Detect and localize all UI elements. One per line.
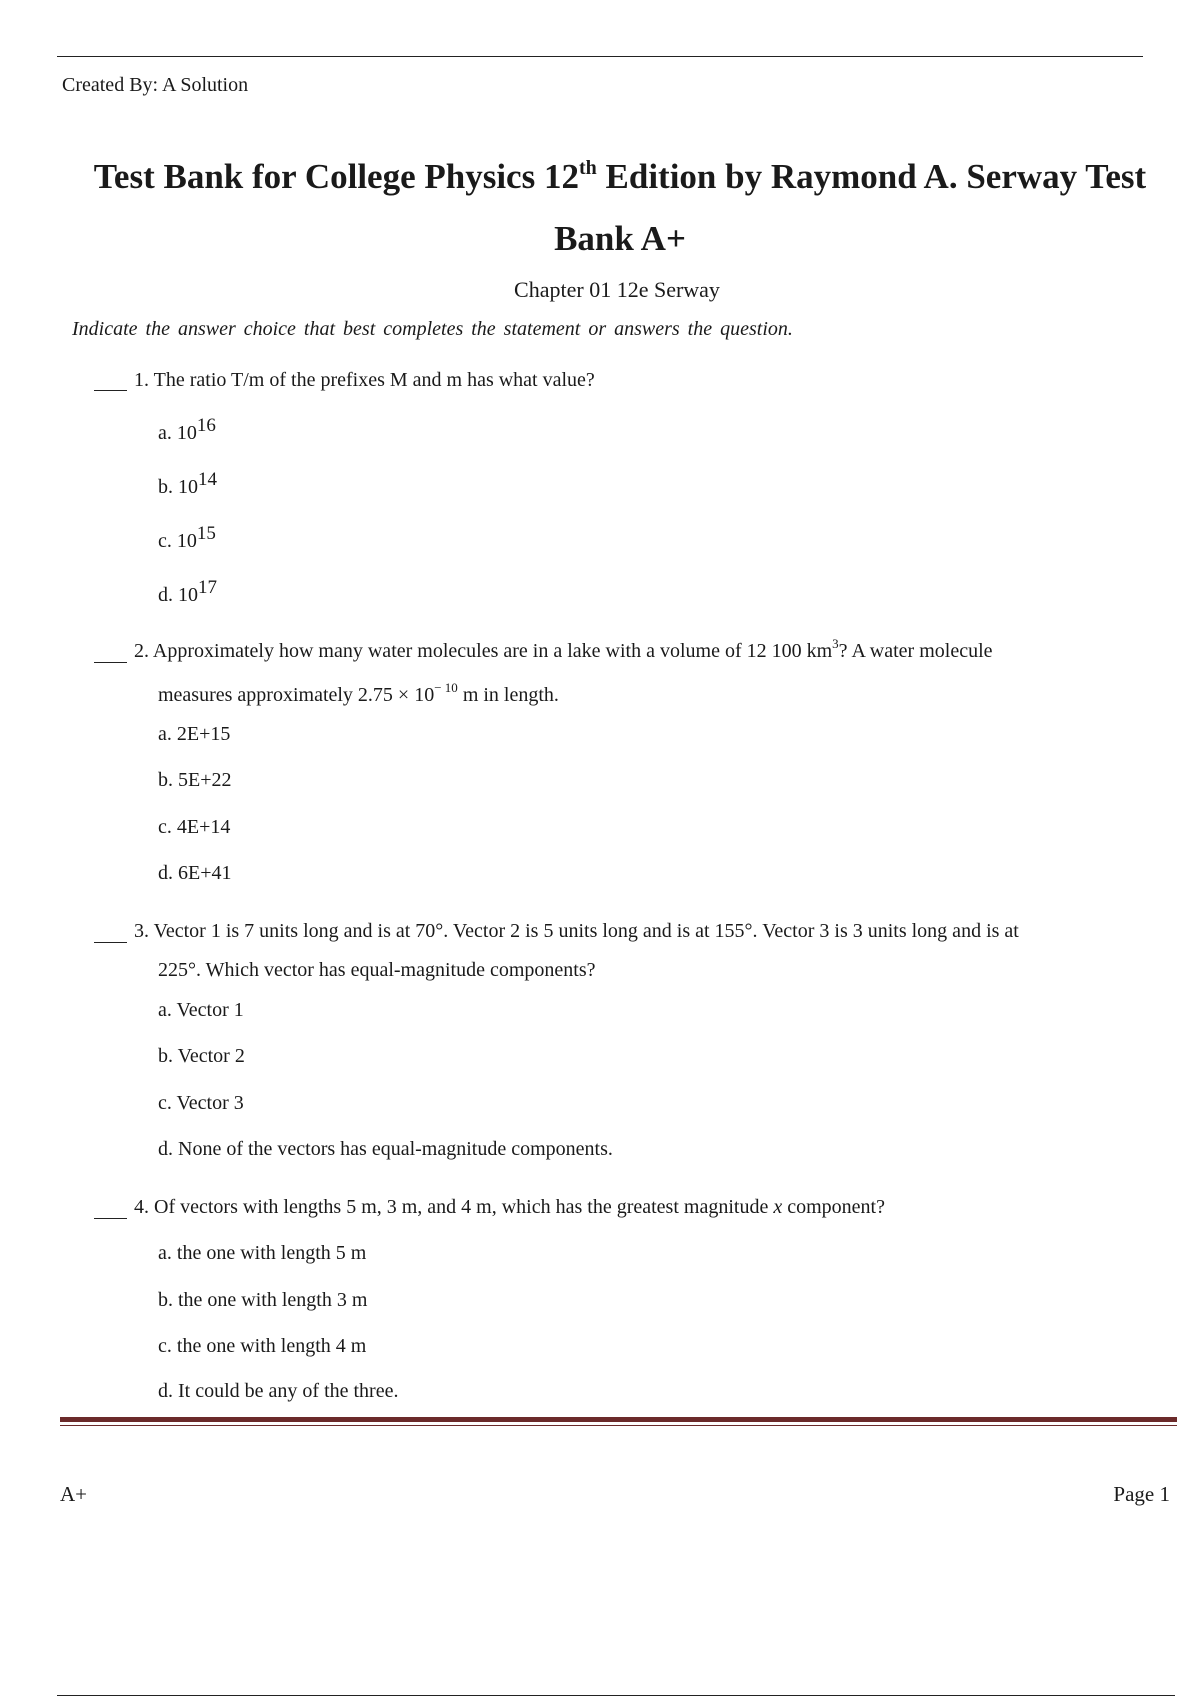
choice-label: a. <box>158 1242 172 1264</box>
chapter-heading: Chapter 01 12e Serway <box>514 277 720 302</box>
choice-label: c. <box>158 816 172 838</box>
choice-text: the one with length 3 m <box>178 1289 368 1311</box>
choice-label: b. <box>158 1045 173 1067</box>
choice-text: 6E+41 <box>178 862 232 884</box>
footer-rule <box>60 1417 1177 1422</box>
choice-b[interactable] <box>158 769 232 792</box>
choice-text: 4E+14 <box>176 816 231 838</box>
choice-text: the one with length 4 m <box>176 1335 367 1357</box>
choice-exponent: 16 <box>196 415 216 436</box>
choice-exponent: 14 <box>198 469 217 490</box>
choice-b[interactable] <box>158 1045 245 1068</box>
instructions: Indicate the answer choice that best completes the statement or answers the question. <box>72 318 793 340</box>
choice-text: 2E+15 <box>176 723 231 745</box>
choice-text: None of the vectors has equal-magnitude components. <box>178 1138 613 1160</box>
header-rule <box>57 56 1143 57</box>
question-text <box>134 369 595 392</box>
choice-label: c. <box>158 530 172 552</box>
choice-label: d. <box>158 1380 173 1402</box>
title-text-line2: Bank A+ <box>554 219 686 258</box>
choice-text: Vector 1 <box>176 999 244 1021</box>
choice-label: d. <box>158 584 173 606</box>
choice-label: a. <box>158 723 172 745</box>
choice-d[interactable] <box>158 1380 398 1403</box>
choice-label: b. <box>158 769 173 791</box>
choice-d[interactable] <box>158 577 217 607</box>
question-text <box>134 920 1019 943</box>
choice-base: 10 <box>178 584 198 606</box>
choice-c[interactable] <box>158 816 230 839</box>
title-text-2: Edition by Raymond A. Serway Test <box>596 157 1147 196</box>
choice-a[interactable] <box>158 415 216 445</box>
created-by: Created By: A Solution <box>62 74 249 96</box>
choice-text: Vector 3 <box>176 1092 244 1114</box>
title-superscript: th <box>578 157 597 179</box>
question-stem-end: ? A water molecule <box>838 640 993 662</box>
choice-a[interactable] <box>158 723 230 746</box>
question-number: 4. <box>134 1196 149 1218</box>
bottom-rule <box>57 1695 1175 1696</box>
choice-b[interactable] <box>158 1289 367 1312</box>
question-number: 2. <box>134 640 149 662</box>
question-number: 1. <box>134 369 149 391</box>
question-continuation: 225°. Which vector has equal-magnitude components? <box>158 959 596 981</box>
choice-label: b. <box>158 476 173 498</box>
answer-blank[interactable] <box>94 662 127 663</box>
question-text <box>134 1196 885 1219</box>
answer-blank[interactable] <box>94 942 127 943</box>
choice-c[interactable] <box>158 1092 244 1115</box>
choice-text: 5E+22 <box>178 769 232 791</box>
choice-d[interactable] <box>158 1138 613 1161</box>
choice-label: b. <box>158 1289 173 1311</box>
question-superscript: − 10 <box>434 680 458 695</box>
choice-exponent: 15 <box>196 523 216 544</box>
question-stem: Approximately how many water molecules are in a lake with a volume of 12 100 km <box>152 640 833 662</box>
choice-a[interactable] <box>158 1242 366 1265</box>
question-stem: Of vectors with lengths 5 m, 3 m, and 4 m, which has the greatest magnitude <box>154 1196 774 1218</box>
question-text <box>134 636 993 663</box>
title-text-1: Test Bank for College Physics 12 <box>93 157 579 196</box>
question-continuation <box>158 680 559 707</box>
choice-d[interactable] <box>158 862 232 885</box>
choice-base: 10 <box>176 530 197 552</box>
question-number: 3. <box>134 920 149 942</box>
question-stem-cont: measures approximately 2.75 × 10 <box>158 684 435 706</box>
choice-a[interactable] <box>158 999 244 1022</box>
choice-c[interactable] <box>158 1335 366 1358</box>
choice-text: It could be any of the three. <box>178 1380 399 1402</box>
choice-label: a. <box>158 999 172 1021</box>
choice-label: c. <box>158 1092 172 1114</box>
choice-label: a. <box>158 422 172 444</box>
question-variable: x <box>773 1196 783 1218</box>
choice-label: d. <box>158 1138 173 1160</box>
choice-exponent: 17 <box>198 577 217 598</box>
question-stem: The ratio T/m of the prefixes M and m has what value? <box>153 369 595 391</box>
footer-rule-thin <box>60 1425 1177 1426</box>
question-superscript: 3 <box>832 636 839 651</box>
document-title <box>40 146 1200 270</box>
answer-blank[interactable] <box>94 1218 127 1219</box>
footer-left-label: A+ <box>60 1482 88 1506</box>
choice-base: 10 <box>178 476 198 498</box>
choice-base: 10 <box>176 422 197 444</box>
question-stem: Vector 1 is 7 units long and is at 70°. Vector 2 is 5 units long and is at 155°. Vector 3 is 3 units long and is at <box>153 920 1019 942</box>
answer-blank[interactable] <box>94 390 127 391</box>
choice-text: Vector 2 <box>177 1045 245 1067</box>
question-stem-cont-end: m in length. <box>457 684 559 706</box>
choice-label: c. <box>158 1335 172 1357</box>
choice-b[interactable] <box>158 469 217 499</box>
choice-text: the one with length 5 m <box>176 1242 367 1264</box>
page-number: Page 1 <box>1113 1482 1170 1506</box>
choice-c[interactable] <box>158 523 216 553</box>
question-stem-end: component? <box>782 1196 885 1218</box>
choice-label: d. <box>158 862 173 884</box>
